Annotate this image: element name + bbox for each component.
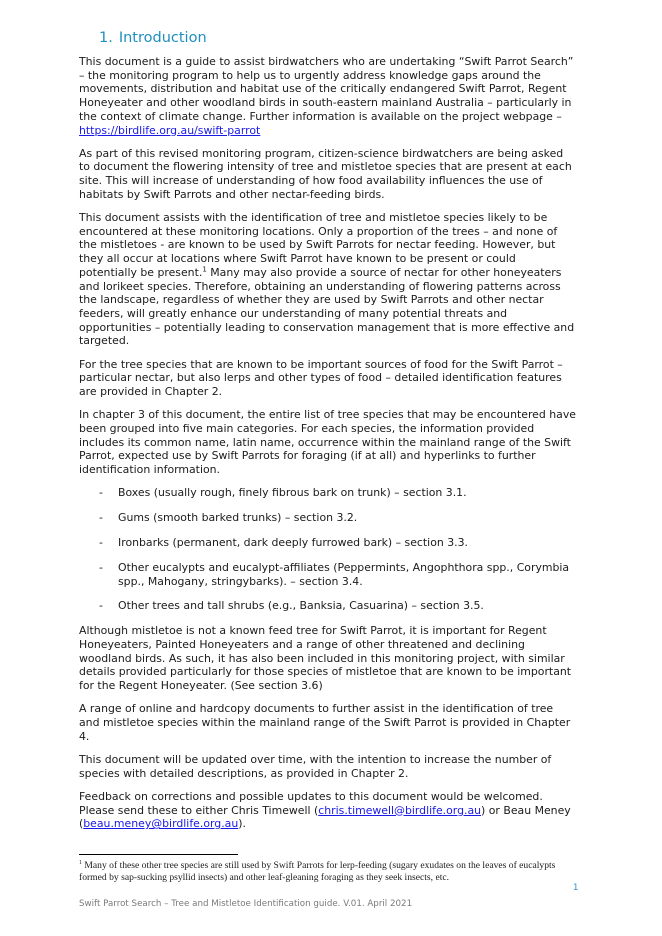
paragraph-3: This document assists with the identification of tree and mistletoe species likely to be encountered at these monitoring locations. Only a proportion of the trees – and none of the mistletoes - are known to be used by Swift Parrots for nectar feeding. However, but they all occur at locations where Swift Parrot have known to be present or could potentially be present.$^1$ Many may also provide a source of nectar for other honeyeaters and lorikeet species. Therefore, obtaining an understanding of flowering patterns across the landscape, regardless of whether they are used by Swift Parrots and other nectar feeders, will greatly enhance our understanding of many potential threats and opportunities – potentially leading to conservation management that is more effective and targeted. [79, 211, 575, 348]
page-number: 1 [573, 883, 579, 893]
footnote-reference[interactable]: 1 [202, 265, 207, 274]
footnote-marker: 1 [79, 859, 82, 866]
footnote [79, 860, 579, 884]
paragraph-8: This document will be updated over time, with the intention to increase the number of species with detailed descriptions, as provided in Chapter 2. [79, 752, 552, 780]
section-title: Introduction [118, 30, 207, 46]
footnote-separator [79, 854, 238, 855]
section-number: 1. [99, 30, 113, 46]
footnote-text: Many of these other tree species are still used by Swift Parrots for lerp-feeding (sugary exudates on the leaves of eucalypts formed by sap-sucking psyllid insects) and other leaf-gleaning foraging as they seek insects, etc. [79, 860, 556, 883]
list-item: - Other trees and tall shrubs (e.g., Banksia, Casuarina) – section 3.5. [99, 599, 484, 613]
paragraph-9: Feedback on corrections and possible updates to this document would be welcomed. Please send these to either Chris Timewell (chris.timewell@birdlife.org.au) or Beau Meney (beau.meney@birdlife.org.au). [79, 789, 571, 831]
paragraph-5: In chapter 3 of this document, the entire list of tree species that may be encountered have been grouped into five main categories. For each species, the information provided includes its common name, latin name, occurrence within the mainland range of the Swift Parrot, expected use by Swift Parrots for foraging (if at all) and hyperlinks to further identification information. [79, 408, 576, 476]
chris-email-link[interactable]: chris.timewell@birdlife.org.au [318, 803, 482, 817]
paragraph-6: Although mistletoe is not a known feed tree for Swift Parrot, it is important for Regent Honeyeaters, Painted Honeyeaters and a range of other threatened and declining woodland birds. As such, it has also been included in this monitoring project, with similar details provided particularly for those species of mistletoe that are known to be important for the Regent Honeyeater. (See section 3.6) [79, 624, 572, 693]
document-body [79, 55, 577, 840]
dash-bullet: - [99, 599, 103, 613]
project-webpage-link[interactable]: https://birdlife.org.au/swift-parrot [79, 123, 261, 137]
dash-bullet: - [99, 535, 103, 549]
paragraph-2: As part of this revised monitoring program, citizen-science birdwatchers are being asked to document the flowering intensity of tree and mistletoe species that are present at each site. This will increase of understanding of how food availability influences the use of habitats by Swift Parrots and other nectar-feeding birds. [79, 146, 572, 201]
dash-bullet: - [99, 511, 103, 525]
dash-bullet: - [99, 486, 103, 500]
beau-email-link[interactable]: beau.meney@birdlife.org.au [83, 817, 239, 831]
list-item: - Ironbarks (permanent, dark deeply furrowed bark) – section 3.3. [99, 535, 469, 549]
section-heading [99, 30, 207, 46]
list-item: - Boxes (usually rough, finely fibrous bark on trunk) – section 3.1. [99, 486, 467, 500]
paragraph-7: A range of online and hardcopy documents to further assist in the identification of tree and mistletoe species within the mainland range of the Swift Parrot is provided in Chapter 4. [79, 702, 571, 743]
paragraph-1: This document is a guide to assist birdwatchers who are undertaking “Swift Parrot Search” – the monitoring program to help us to urgently address knowledge gaps around the movements, distribution and habitat use of the critically endangered Swift Parrot, Regent Honeyeater and other woodland birds in south-eastern mainland Australia – particularly in the context of climate change. Further information is available on the project webpage – https://birdlife.org.au/swift-parrot [79, 55, 574, 137]
list-item: - Other eucalypts and eucalypt-affiliates (Peppermints, Angophthora spp., Corymbia spp., Mahogany, stringybarks). – section 3.4. [99, 560, 570, 588]
list-item: - Gums (smooth barked trunks) – section 3.2. [99, 511, 358, 525]
page-footer: Swift Parrot Search – Tree and Mistletoe Identification guide. V.01. April 2021 [79, 899, 413, 909]
paragraph-4: For the tree species that are known to be important sources of food for the Swift Parrot – particular nectar, but also lerps and other types of food – detailed identification features are provided in Chapter 2. [79, 357, 563, 398]
category-list [79, 486, 577, 613]
dash-bullet: - [99, 560, 103, 574]
